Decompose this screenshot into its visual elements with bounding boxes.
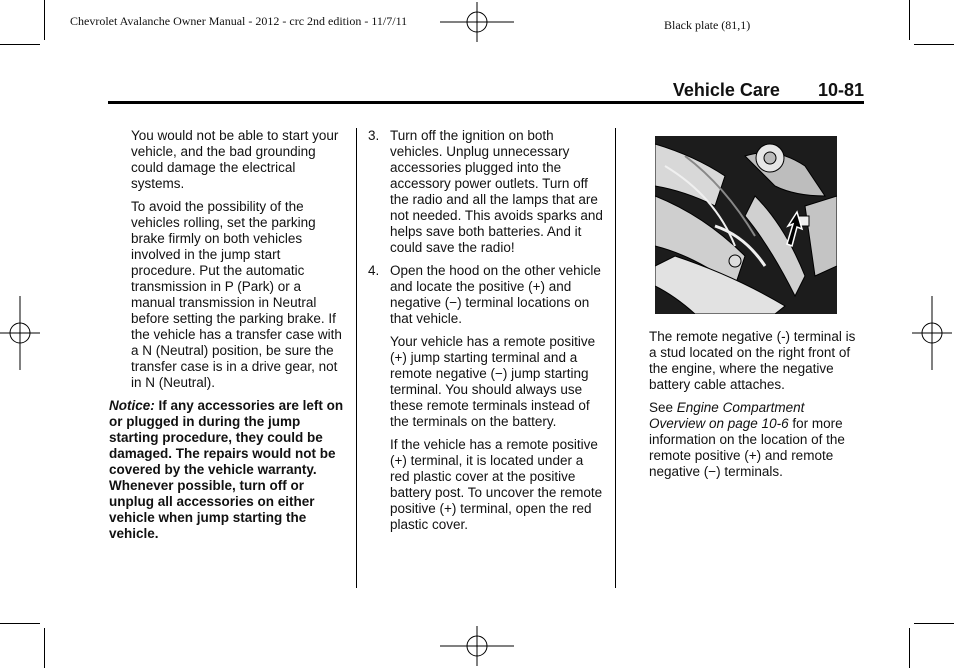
crop-mark xyxy=(0,44,40,45)
crop-mark xyxy=(0,623,40,624)
step-number: 3. xyxy=(368,128,380,143)
paragraph: Your vehicle has a remote positive (+) jump starting terminal and a remote negative (−) jump starting terminal. You should always use these remote terminals instead of the terminals on the battery. xyxy=(390,334,596,429)
see-suffix: for more information on the location of the remote positive (+) and remote negative (−) terminals. xyxy=(649,416,845,479)
section-header xyxy=(640,80,864,101)
header-rule xyxy=(108,101,864,104)
page-number: 10-81 xyxy=(817,80,864,100)
paragraph: If the vehicle has a remote positive (+) terminal, it is located under a red plastic cover at the positive battery post. To uncover the remote positive (+) terminal, open the red plastic cover. xyxy=(390,437,603,532)
crop-mark xyxy=(914,623,954,624)
crop-mark xyxy=(914,44,954,45)
step-text: Turn off the ignition on both vehicles. Unplug unnecessary accessories plugged into the accessory power outlets. Turn off the radio and all the lamps that are not needed. This avoids sparks and helps save both batteries. And it could save the radio! xyxy=(390,128,603,255)
column-divider xyxy=(615,128,616,588)
paragraph xyxy=(649,400,863,480)
registration-mark-top xyxy=(440,2,514,42)
registration-mark-bottom xyxy=(440,626,514,666)
print-header-left: Chevrolet Avalanche Owner Manual - 2012 - crc 2nd edition - 11/7/11 xyxy=(70,14,408,28)
crop-mark xyxy=(44,0,45,40)
engine-illustration xyxy=(655,136,837,314)
notice xyxy=(109,398,347,542)
crop-mark xyxy=(44,628,45,668)
paragraph: You would not be able to start your vehicle, and the bad grounding could damage the electrical systems. xyxy=(131,128,339,191)
step-4 xyxy=(368,263,604,327)
figure-caption: The remote negative (-) terminal is a stud located on the right front of the engine, where the negative battery cable attaches. xyxy=(649,329,856,392)
step-text: Open the hood on the other vehicle and locate the positive (+) and negative (−) terminal locations on that vehicle. xyxy=(390,263,601,326)
cross-reference: Engine Compartment Overview on page 10-6 xyxy=(649,400,805,431)
right-column xyxy=(649,329,863,487)
crop-mark xyxy=(909,628,910,668)
see-prefix: See xyxy=(649,400,677,415)
crop-mark xyxy=(909,0,910,40)
step-number: 4. xyxy=(368,263,380,278)
column-divider xyxy=(356,128,357,588)
middle-column xyxy=(368,128,604,540)
registration-mark-right xyxy=(912,296,952,370)
paragraph: To avoid the possibility of the vehicles rolling, set the parking brake firmly on both vehicles involved in the jump start procedure. Put the automatic transmission in P (Park) or a manual transmission in Neutral before setting the parking brake. If the vehicle has a transfer case with a N (Neutral) position, be sure the transfer case is in a drive gear, not in N (Neutral). xyxy=(131,199,342,390)
notice-label: Notice: xyxy=(109,398,155,413)
notice-text: If any accessories are left on or plugged in during the jump starting procedure, they could be damaged. The repairs would not be covered by the vehicle warranty. Whenever possible, turn off or unplug all accessories on either vehicle when jump starting the vehicle. xyxy=(109,398,344,541)
left-column xyxy=(109,128,347,549)
section-title: Vehicle Care xyxy=(672,80,780,100)
print-header-right: Black plate (81,1) xyxy=(664,18,751,32)
registration-mark-left xyxy=(0,296,40,370)
step-3 xyxy=(368,128,604,256)
